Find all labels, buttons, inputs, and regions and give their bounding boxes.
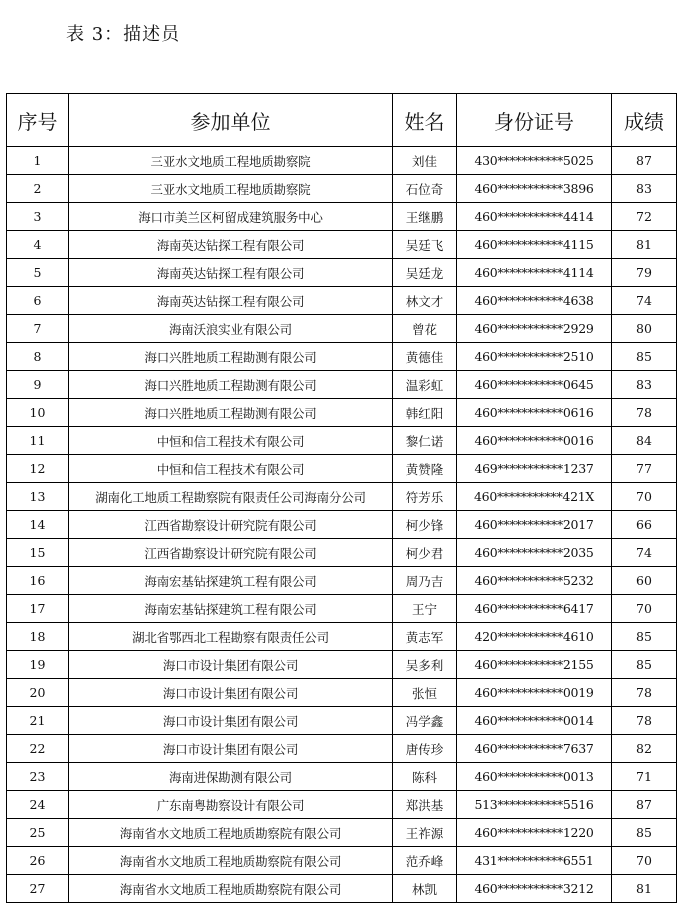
table-row: [7, 343, 677, 371]
cell-unit: 海南沃浪实业有限公司: [69, 315, 393, 343]
cell-name: 吴廷飞: [393, 231, 457, 259]
header-name: 姓名: [393, 94, 457, 147]
cell-score: 83: [612, 371, 677, 399]
table-row: [7, 511, 677, 539]
cell-score: 81: [612, 231, 677, 259]
cell-id: 460***********7637: [457, 735, 612, 763]
cell-id: 460***********0013: [457, 763, 612, 791]
table-row: [7, 427, 677, 455]
cell-id: 420***********4610: [457, 623, 612, 651]
cell-id: 460***********4114: [457, 259, 612, 287]
cell-name: 吴多利: [393, 651, 457, 679]
cell-id: 460***********4115: [457, 231, 612, 259]
cell-score: 79: [612, 259, 677, 287]
table-row: [7, 371, 677, 399]
table-row: [7, 231, 677, 259]
table-row: [7, 399, 677, 427]
table-row: [7, 567, 677, 595]
cell-name: 范乔峰: [393, 847, 457, 875]
cell-no: 26: [7, 847, 69, 875]
cell-no: 27: [7, 875, 69, 903]
cell-score: 66: [612, 511, 677, 539]
cell-no: 20: [7, 679, 69, 707]
cell-score: 74: [612, 287, 677, 315]
cell-id: 460***********0616: [457, 399, 612, 427]
cell-score: 72: [612, 203, 677, 231]
table-row: [7, 791, 677, 819]
cell-no: 12: [7, 455, 69, 483]
cell-score: 70: [612, 595, 677, 623]
cell-name: 冯学鑫: [393, 707, 457, 735]
table-row: [7, 455, 677, 483]
results-table: [6, 93, 677, 903]
cell-no: 13: [7, 483, 69, 511]
cell-score: 70: [612, 847, 677, 875]
cell-id: 460***********2035: [457, 539, 612, 567]
cell-name: 韩红阳: [393, 399, 457, 427]
cell-id: 460***********4414: [457, 203, 612, 231]
cell-name: 黄志军: [393, 623, 457, 651]
table-row: [7, 287, 677, 315]
table-row: [7, 539, 677, 567]
cell-unit: 江西省勘察设计研究院有限公司: [69, 511, 393, 539]
cell-score: 78: [612, 679, 677, 707]
cell-unit: 湖南化工地质工程勘察院有限责任公司海南分公司: [69, 483, 393, 511]
cell-unit: 海南省水文地质工程地质勘察院有限公司: [69, 819, 393, 847]
header-unit: 参加单位: [69, 94, 393, 147]
cell-score: 85: [612, 819, 677, 847]
cell-name: 唐传珍: [393, 735, 457, 763]
cell-no: 9: [7, 371, 69, 399]
cell-unit: 海口市设计集团有限公司: [69, 735, 393, 763]
cell-name: 黎仁诺: [393, 427, 457, 455]
cell-unit: 中恒和信工程技术有限公司: [69, 455, 393, 483]
cell-id: 513***********5516: [457, 791, 612, 819]
cell-id: 460***********0019: [457, 679, 612, 707]
cell-id: 460***********2929: [457, 315, 612, 343]
cell-name: 王宁: [393, 595, 457, 623]
cell-no: 16: [7, 567, 69, 595]
cell-score: 87: [612, 791, 677, 819]
cell-id: 460***********5232: [457, 567, 612, 595]
cell-no: 15: [7, 539, 69, 567]
cell-id: 460***********6417: [457, 595, 612, 623]
cell-score: 87: [612, 147, 677, 175]
cell-unit: 海口兴胜地质工程勘测有限公司: [69, 399, 393, 427]
cell-no: 14: [7, 511, 69, 539]
cell-name: 符芳乐: [393, 483, 457, 511]
table-row: [7, 259, 677, 287]
cell-id: 460***********4638: [457, 287, 612, 315]
cell-name: 刘佳: [393, 147, 457, 175]
cell-unit: 海口市美兰区柯留成建筑服务中心: [69, 203, 393, 231]
cell-unit: 中恒和信工程技术有限公司: [69, 427, 393, 455]
cell-name: 黄德佳: [393, 343, 457, 371]
cell-no: 10: [7, 399, 69, 427]
cell-unit: 海南英达钻探工程有限公司: [69, 259, 393, 287]
cell-score: 80: [612, 315, 677, 343]
cell-score: 77: [612, 455, 677, 483]
cell-unit: 海口市设计集团有限公司: [69, 651, 393, 679]
cell-no: 2: [7, 175, 69, 203]
cell-no: 7: [7, 315, 69, 343]
cell-unit: 海口市设计集团有限公司: [69, 679, 393, 707]
cell-no: 17: [7, 595, 69, 623]
cell-unit: 海南英达钻探工程有限公司: [69, 287, 393, 315]
cell-id: 460***********0014: [457, 707, 612, 735]
cell-name: 林凯: [393, 875, 457, 903]
cell-no: 22: [7, 735, 69, 763]
cell-name: 郑洪基: [393, 791, 457, 819]
cell-id: 460***********2155: [457, 651, 612, 679]
table-row: [7, 679, 677, 707]
cell-score: 84: [612, 427, 677, 455]
cell-no: 25: [7, 819, 69, 847]
cell-unit: 海南省水文地质工程地质勘察院有限公司: [69, 875, 393, 903]
table-caption: 表 3：描述员: [66, 24, 181, 45]
table-row: [7, 735, 677, 763]
table-row: [7, 819, 677, 847]
table-row: [7, 595, 677, 623]
cell-score: 82: [612, 735, 677, 763]
cell-name: 柯少君: [393, 539, 457, 567]
cell-score: 74: [612, 539, 677, 567]
table-row: [7, 175, 677, 203]
cell-unit: 三亚水文地质工程地质勘察院: [69, 175, 393, 203]
cell-unit: 广东南粤勘察设计有限公司: [69, 791, 393, 819]
cell-unit: 海南宏基钻探建筑工程有限公司: [69, 567, 393, 595]
cell-id: 460***********0016: [457, 427, 612, 455]
cell-no: 4: [7, 231, 69, 259]
cell-name: 曾花: [393, 315, 457, 343]
table-row: [7, 875, 677, 903]
cell-no: 21: [7, 707, 69, 735]
cell-no: 8: [7, 343, 69, 371]
cell-no: 24: [7, 791, 69, 819]
table-body: [7, 147, 677, 903]
cell-id: 469***********1237: [457, 455, 612, 483]
table-row: [7, 623, 677, 651]
cell-unit: 海口兴胜地质工程勘测有限公司: [69, 371, 393, 399]
cell-no: 5: [7, 259, 69, 287]
cell-no: 18: [7, 623, 69, 651]
cell-score: 85: [612, 651, 677, 679]
cell-score: 85: [612, 623, 677, 651]
cell-id: 430***********5025: [457, 147, 612, 175]
header-no: 序号: [7, 94, 69, 147]
cell-name: 吴廷龙: [393, 259, 457, 287]
cell-no: 23: [7, 763, 69, 791]
table-row: [7, 707, 677, 735]
table-row: [7, 847, 677, 875]
cell-id: 460***********3896: [457, 175, 612, 203]
cell-id: 460***********2017: [457, 511, 612, 539]
cell-name: 石位奇: [393, 175, 457, 203]
cell-name: 黄赞隆: [393, 455, 457, 483]
table-row: [7, 651, 677, 679]
cell-id: 460***********3212: [457, 875, 612, 903]
cell-id: 460***********0645: [457, 371, 612, 399]
cell-unit: 海南省水文地质工程地质勘察院有限公司: [69, 847, 393, 875]
cell-score: 78: [612, 399, 677, 427]
cell-name: 陈科: [393, 763, 457, 791]
cell-score: 60: [612, 567, 677, 595]
table-row: [7, 203, 677, 231]
cell-score: 85: [612, 343, 677, 371]
cell-name: 王继鹏: [393, 203, 457, 231]
cell-unit: 海南宏基钻探建筑工程有限公司: [69, 595, 393, 623]
cell-name: 柯少锋: [393, 511, 457, 539]
header-row: [7, 94, 677, 147]
cell-unit: 三亚水文地质工程地质勘察院: [69, 147, 393, 175]
cell-name: 王祚源: [393, 819, 457, 847]
cell-no: 1: [7, 147, 69, 175]
cell-id: 460***********421X: [457, 483, 612, 511]
cell-unit: 海口兴胜地质工程勘测有限公司: [69, 343, 393, 371]
cell-name: 温彩虹: [393, 371, 457, 399]
header-id: 身份证号: [457, 94, 612, 147]
cell-no: 6: [7, 287, 69, 315]
cell-score: 70: [612, 483, 677, 511]
cell-score: 81: [612, 875, 677, 903]
cell-score: 71: [612, 763, 677, 791]
cell-name: 张恒: [393, 679, 457, 707]
cell-score: 83: [612, 175, 677, 203]
cell-name: 周乃吉: [393, 567, 457, 595]
cell-name: 林文才: [393, 287, 457, 315]
table-row: [7, 763, 677, 791]
cell-unit: 江西省勘察设计研究院有限公司: [69, 539, 393, 567]
cell-unit: 海南英达钻探工程有限公司: [69, 231, 393, 259]
cell-id: 460***********2510: [457, 343, 612, 371]
cell-no: 11: [7, 427, 69, 455]
cell-unit: 海南进保勘测有限公司: [69, 763, 393, 791]
table-row: [7, 315, 677, 343]
cell-id: 431***********6551: [457, 847, 612, 875]
cell-score: 78: [612, 707, 677, 735]
cell-no: 19: [7, 651, 69, 679]
header-score: 成绩: [612, 94, 677, 147]
table-row: [7, 483, 677, 511]
table-row: [7, 147, 677, 175]
cell-id: 460***********1220: [457, 819, 612, 847]
cell-no: 3: [7, 203, 69, 231]
cell-unit: 海口市设计集团有限公司: [69, 707, 393, 735]
cell-unit: 湖北省鄂西北工程勘察有限责任公司: [69, 623, 393, 651]
